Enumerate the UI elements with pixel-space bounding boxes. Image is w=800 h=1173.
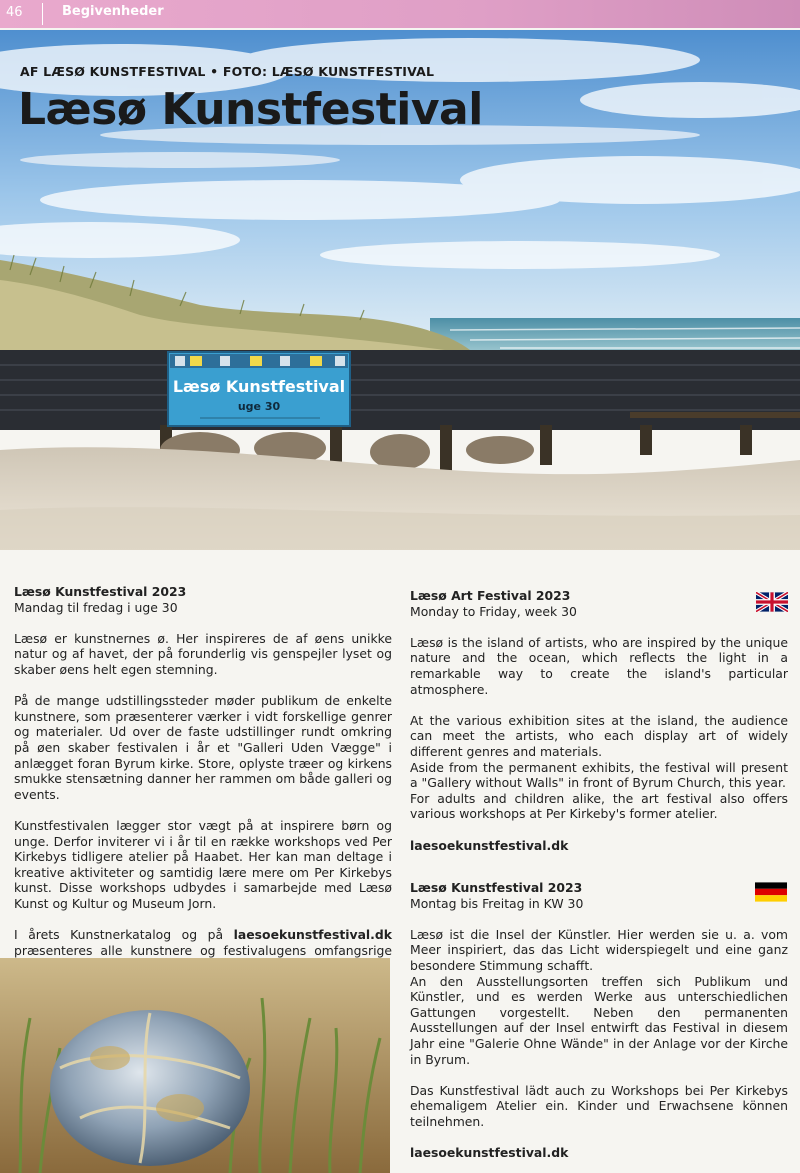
article-title: Læsø Kunstfestival xyxy=(18,84,483,135)
english-paragraph-1: Læsø is the island of artists, who are inspired by the unique nature and the ocean, which reflects the light in a remarkable way to create the island's particular atmosphere. xyxy=(410,634,788,697)
english-website-link[interactable]: laesoekunstfestival.dk xyxy=(410,837,569,853)
german-website-link[interactable]: laesoekunstfestival.dk xyxy=(410,1145,569,1161)
article-byline: AF LÆSØ KUNSTFESTIVAL • FOTO: LÆSØ KUNSTFESTIVAL xyxy=(20,64,435,79)
danish-paragraph-3: Kunstfestivalen lægger stor vægt på at inspirere børn og unge. Derfor inviterer vi i år til en række workshops ved Per Kirkebys tidligere atelier på Haabet. Her kan man deltage i kreative aktiviteter og samtidig lære mere om Per Kirkebys kunst. Disse workshops udbydes i samarbejde med Læsø Kunst og Kultur og Museum Jorn. xyxy=(14,817,392,911)
danish-website-link[interactable]: laesoekunstfestival.dk xyxy=(233,927,392,943)
english-heading: Læsø Art Festival 2023 xyxy=(410,588,571,603)
germany-flag-icon xyxy=(755,882,787,902)
danish-p4-post: præsenteres alle kunstnere og festivalugens omfangsrige xyxy=(14,942,392,958)
sculpture-photo xyxy=(0,958,390,1173)
german-paragraph-3: Das Kunstfestival lädt auch zu Workshops bei Per Kirkebys ehemaligem Atelier ein. Kinder und Erwachsene können teilnehmen. xyxy=(410,1082,788,1129)
banner-title: Læsø Kunstfestival xyxy=(172,377,346,396)
page-number: 46 xyxy=(6,5,23,20)
section-label: Begivenheder xyxy=(62,4,164,19)
german-heading: Læsø Kunstfestival 2023 xyxy=(410,880,583,895)
danish-heading: Læsø Kunstfestival 2023 xyxy=(14,584,187,599)
english-paragraph-4: For adults and children alike, the art festival also offers various workshops at Per Kirkeby's former atelier. xyxy=(410,790,788,822)
danish-paragraph-1: Læsø er kunstnernes ø. Her inspireres de af øens unikke natur og af havet, der på forunderlig vis genspejler lyset og skaber øens helt egen stemning. xyxy=(14,630,392,677)
header-divider xyxy=(42,3,43,25)
danish-subheading: Mandag til fredag i uge 30 xyxy=(14,599,178,615)
english-paragraph-3: Aside from the permanent exhibits, the festival will present a "Gallery without Walls" in front of Byrum Church, this year. xyxy=(410,759,788,791)
german-subheading: Montag bis Freitag in KW 30 xyxy=(410,895,584,911)
german-paragraph-2: An den Ausstellungsorten treffen sich Publikum und Künstler, und es werden Werke aus unterschiedlichen Gattungen vorgestellt. Neben den permanenten Ausstellungen auf der Insel entwirft das Festival in diesem Jahr eine "Galerie Ohne Wände" in der Anlage vor der Kirche in Byrum. xyxy=(410,973,788,1067)
english-paragraph-2: At the various exhibition sites at the island, the audience can meet the artists, who each display art of widely different genres and materials. xyxy=(410,712,788,759)
english-text-column xyxy=(410,588,788,853)
german-text-column xyxy=(410,880,788,1161)
banner-week: uge 30 xyxy=(237,400,281,413)
uk-flag-icon xyxy=(756,592,788,612)
danish-p4-pre: I årets Kunstnerkatalog og på xyxy=(14,927,234,943)
danish-paragraph-2: På de mange udstillingssteder møder publikum de enkelte kunstnere, som præsenterer værker i vidt forskellige genrer og materialer. Ud over de faste udstillinger rundt omkring på øen skaber festivalen i år et "Galleri Uden Vægge" i anlægget foran Byrum kirke. Store, oplyste træer og kirkens smukke stensætning danner her rammen om både galleri og events. xyxy=(14,693,393,802)
danish-text-column xyxy=(14,584,392,974)
german-paragraph-1: Læsø ist die Insel der Künstler. Hier werden sie u. a. vom Meer inspiriert, das das Licht widerspiegelt und eine ganz besondere Stimmung schafft. xyxy=(410,926,788,973)
english-subheading: Monday to Friday, week 30 xyxy=(410,603,577,619)
